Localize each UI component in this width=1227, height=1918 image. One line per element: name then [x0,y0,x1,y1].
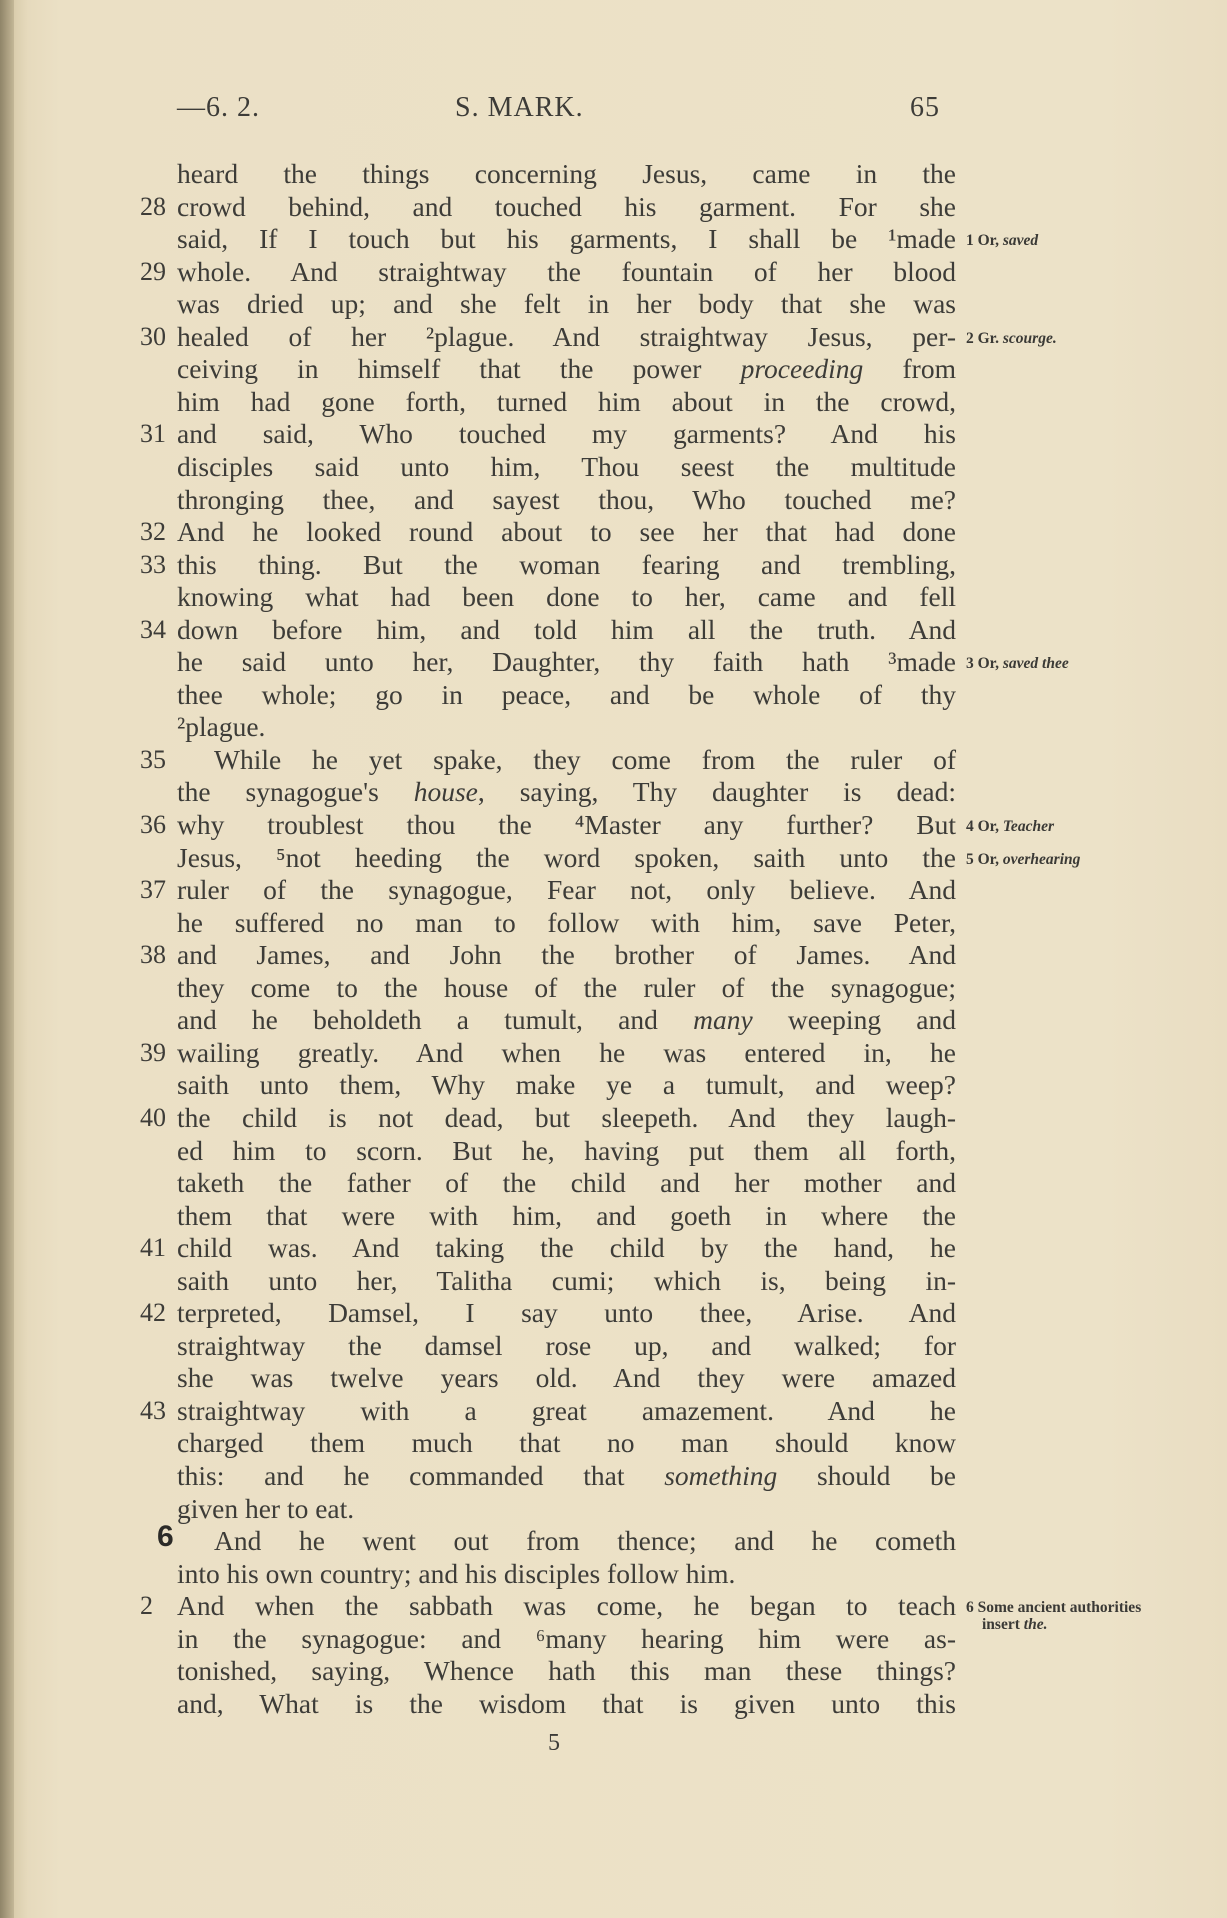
text-segment: ceiving in himself that the power [177,353,741,385]
italic-text: scourge. [1002,329,1057,347]
line-text [177,1493,956,1525]
italic-text: saved [1002,232,1039,250]
header-book-title: S. MARK. [455,92,584,123]
text-segment: him had gone forth, turned him about in the crowd, [177,385,956,417]
text-line [177,1427,956,1459]
margin-note [966,851,1080,868]
line-text [214,1525,956,1557]
text-line [140,1101,956,1134]
text-segment: and said, Who touched my garments? And his [177,418,956,450]
text-segment: and he beholdeth a tumult, and [177,1004,694,1036]
verse-number: 35 [140,744,166,774]
text-line [140,320,956,353]
line-text [177,1167,956,1199]
text-line [177,972,956,1004]
verse-number: 31 [140,419,166,449]
line-text [177,842,956,874]
line-text [177,1427,956,1459]
text-line [177,223,956,255]
text-segment: whole. And straightway the fountain of her blood [177,255,956,287]
text-segment: saith unto them, Why make ye a tumult, and weep? [177,1069,956,1101]
text-segment: 4 Or, [966,818,1003,835]
text-line [177,646,956,678]
verse-number: 43 [140,1395,166,1425]
text-segment: the synagogue's [177,776,414,808]
text-segment: heard the things concerning Jesus, came in the [177,158,956,189]
text-line [177,1135,956,1167]
line-text [177,549,956,581]
line-text [177,1623,956,1655]
text-segment: , saying, Thy daughter is dead: [477,776,956,808]
text-segment: was dried up; and she felt in her body that she was [177,288,956,320]
verse-number: 40 [140,1102,166,1132]
verse-number: 33 [140,549,166,579]
text-segment: tonished, saying, Whence hath this man these things? [177,1655,956,1687]
text-segment: ²plague. [177,711,266,743]
text-line [177,451,956,483]
line-text [177,386,956,418]
line-text [177,1135,956,1167]
italic-text: Teacher [1002,818,1054,835]
text-line [140,516,956,548]
line-text [177,288,956,320]
line-text [177,1395,956,1427]
text-segment: saith unto her, Talitha cumi; which is, being in- [177,1264,956,1296]
margin-note [966,1599,1172,1633]
chapter-number: 6 [157,1520,174,1554]
text-segment: into his own country; and his disciples follow him. [177,1557,736,1589]
line-text [177,158,956,190]
margin-note [966,330,1057,347]
line-text [177,1655,956,1687]
text-line [177,484,956,516]
line-text [177,1232,956,1264]
line-text [177,809,956,841]
line-text [214,744,956,776]
line-text [177,484,956,516]
line-text [177,1004,956,1036]
line-text [177,1558,956,1590]
line-text [177,874,956,906]
verse-number: 2 [140,1591,153,1621]
text-line [177,1623,956,1655]
text-line [177,1330,956,1362]
text-segment: healed of her ²plague. And straightway Jesus, per- [177,320,956,352]
text-line [177,1558,956,1590]
text-segment: straightway the damsel rose up, and walked; for [177,1329,956,1361]
line-text [177,1330,956,1362]
verse-number: 38 [140,940,166,970]
margin-note [966,232,1038,249]
text-segment: them that were with him, and goeth in where the [177,1199,956,1231]
text-segment: thronging thee, and sayest thou, Who touched me? [177,483,956,515]
line-text [177,1069,956,1101]
text-line [140,255,956,288]
text-line [177,288,956,320]
footer-signature-mark: 5 [548,1730,560,1756]
line-text [177,516,956,548]
text-line [177,1493,956,1525]
italic-text: proceeding [740,353,864,385]
text-segment: this: and he commanded that [177,1460,665,1491]
text-line [140,939,956,971]
text-segment: should be [777,1460,956,1491]
text-line [177,581,956,613]
text-segment: And he went out from thence; and he cometh [214,1525,956,1557]
text-line [177,386,956,418]
text-line [177,776,956,808]
text-line [177,907,956,939]
verse-number: 37 [140,875,166,905]
text-segment: said, If I touch but his garments, I shall be ¹made [177,223,956,255]
text-line [140,1036,956,1069]
header-page-number: 65 [910,92,940,123]
text-segment: this thing. But the woman fearing and trembling, [177,548,956,580]
line-text [177,353,956,385]
text-line [177,1460,956,1492]
text-segment: knowing what had been done to her, came and fell [177,581,956,613]
line-text [177,581,956,613]
verse-number: 34 [140,614,166,644]
line-text [177,1200,956,1232]
line-text [177,256,956,288]
line-text [177,1037,956,1069]
text-line [140,418,956,450]
book-binding [0,0,14,1918]
line-text [177,1102,956,1134]
text-segment: he said unto her, Daughter, thy faith hath ³made [177,646,956,678]
line-text [177,451,956,483]
text-segment: 3 Or, [966,655,1003,673]
line-text [177,711,956,743]
text-line [177,158,956,190]
text-segment: ed him to scorn. But he, having put them all forth, [177,1134,956,1166]
text-segment: she was twelve years old. And they were amazed [177,1362,956,1394]
verse-number: 32 [140,517,166,547]
text-line [140,1590,956,1622]
line-text [177,1362,956,1394]
line-text [177,191,956,223]
text-line [140,1394,956,1427]
text-line [177,842,956,874]
text-line [177,1200,956,1232]
line-text [177,939,956,971]
margin-note [966,655,1069,672]
text-line [140,1297,956,1329]
text-line [140,190,956,223]
text-segment: and, What is the wisdom that is given unto this [177,1687,956,1719]
text-segment: straightway with a great amazement. And he [177,1394,956,1426]
text-line [140,743,956,776]
verse-number: 39 [140,1037,166,1067]
text-line [177,1069,956,1101]
text-segment: And when the sabbath was come, he began to teach [177,1590,956,1622]
text-line [140,1232,956,1264]
text-line [140,548,956,581]
verse-number: 28 [140,191,166,221]
text-line [140,613,956,646]
verse-number: 42 [140,1298,166,1328]
text-line [157,1520,956,1557]
text-segment: wailing greatly. And when he was entered in, he [177,1036,956,1068]
margin-note [966,818,1054,835]
text-segment: why troublest thou the ⁴Master any further? But [177,809,956,840]
text-line [177,1004,956,1036]
text-segment: he suffered no man to follow with him, save Peter, [177,906,956,938]
text-segment: from [863,353,956,385]
text-segment: 5 Or, [966,850,1003,868]
text-segment: the child is not dead, but sleepeth. And they laugh- [177,1101,956,1133]
line-text [177,321,956,353]
text-segment: charged them much that no man should know [177,1427,956,1459]
text-segment: ruler of the synagogue, Fear not, only believe. And [177,874,956,906]
line-text [177,1590,956,1622]
text-line [177,1655,956,1687]
text-line [177,711,956,743]
text-line [177,1265,956,1297]
text-segment: child was. And taking the child by the hand, he [177,1232,956,1264]
text-segment: given her to eat. [177,1492,355,1524]
line-text [177,614,956,646]
verse-number: 30 [140,321,166,351]
text-segment: While he yet spake, they come from the ruler of [214,743,956,775]
text-segment: weeping and [752,1004,957,1036]
text-segment: and James, and John the brother of James. And [177,939,956,971]
line-text [177,907,956,939]
text-line [177,1362,956,1394]
text-segment: in the synagogue: and ⁶many hearing him were as- [177,1622,956,1654]
line-text [177,1688,956,1720]
header-chapter-range: —6. 2. [177,92,260,123]
text-segment: Jesus, ⁵not heeding the word spoken, saith unto the [177,841,956,873]
italic-text: overhearing [1002,850,1081,868]
text-segment: And he looked round about to see her that had done [177,516,956,548]
italic-text: many [693,1004,753,1036]
line-text [177,776,956,808]
text-segment: 2 Gr. [966,329,1003,347]
line-text [177,972,956,1004]
text-line [177,1688,956,1720]
line-text [177,223,956,255]
line-text [177,418,956,450]
line-text [177,679,956,711]
line-text [177,1265,956,1297]
text-segment: 1 Or, [966,232,1003,250]
italic-text: house [413,776,478,808]
text-line [177,679,956,711]
text-segment: 6 Some ancient authorities insert [966,1599,1142,1634]
text-line [140,874,956,906]
text-segment: thee whole; go in peace, and be whole of thy [177,678,956,710]
verse-number: 41 [140,1233,166,1263]
line-text [177,1297,956,1329]
text-line [177,353,956,385]
text-segment: crowd behind, and touched his garment. For she [177,190,956,222]
italic-text: something [664,1460,778,1491]
text-line [140,809,956,841]
italic-text: saved thee [1002,655,1069,673]
text-segment: they come to the house of the ruler of the synagogue; [177,971,956,1003]
verse-number: 36 [140,810,166,839]
italic-text: the. [1023,1616,1048,1634]
text-segment: taketh the father of the child and her mother and [177,1167,956,1199]
text-segment: down before him, and told him all the truth. And [177,613,956,645]
text-segment: disciples said unto him, Thou seest the multitude [177,450,956,482]
text-segment: terpreted, Damsel, I say unto thee, Arise. And [177,1297,956,1329]
line-text [177,646,956,678]
verse-number: 29 [140,256,166,286]
text-line [177,1167,956,1199]
line-text [177,1460,956,1492]
